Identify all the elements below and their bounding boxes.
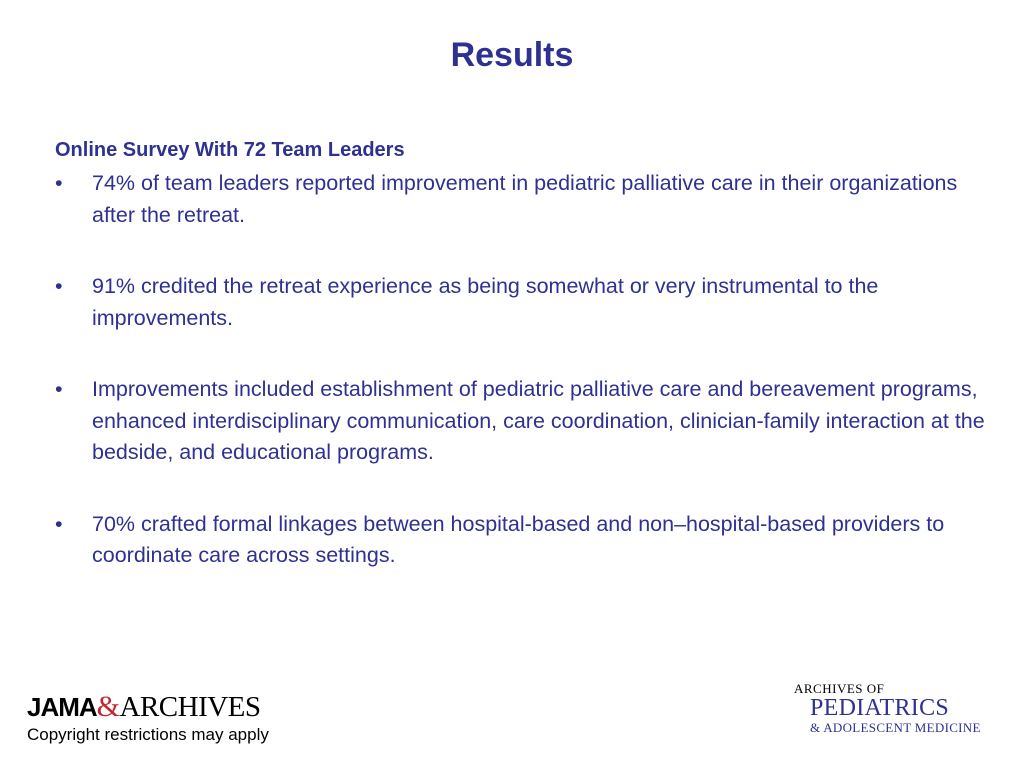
bullet-list bbox=[55, 168, 1000, 572]
bullet-item bbox=[55, 509, 1000, 572]
copyright-notice: Copyright restrictions may apply bbox=[27, 725, 269, 744]
slide-title: Results bbox=[450, 36, 574, 74]
bullet-text: 70% crafted formal linkages between hospital-based and non–hospital-based providers to coordinate care across settings. bbox=[92, 511, 945, 567]
bullet-item bbox=[55, 168, 1000, 231]
slide-content bbox=[55, 136, 1000, 612]
section-subheading: Online Survey With 72 Team Leaders bbox=[55, 139, 405, 161]
journal-logo-line2: PEDIATRICS bbox=[810, 695, 950, 721]
bullet-icon: • bbox=[55, 377, 63, 401]
bullet-icon: • bbox=[55, 274, 63, 298]
jama-archives-logo bbox=[27, 690, 261, 724]
journal-logo-line3: & ADOLESCENT MEDICINE bbox=[810, 720, 981, 735]
bullet-item bbox=[55, 374, 1000, 469]
journal-logo-line1: ARCHIVES OF bbox=[794, 681, 885, 696]
bullet-item bbox=[55, 271, 1000, 334]
jama-logo-ampersand: & bbox=[96, 690, 120, 723]
bullet-text: 74% of team leaders reported improvement in pediatric palliative care in their organizations after the retreat. bbox=[92, 171, 958, 227]
jama-logo-right: ARCHIVES bbox=[119, 691, 261, 723]
bullet-text: Improvements included establishment of pediatric palliative care and bereavement programs, enhanced interdisciplinary communication, care coordination, clinician-family interaction at the bedside, and educational programs. bbox=[92, 377, 985, 464]
bullet-text: 91% credited the retreat experience as being somewhat or very instrumental to the improvements. bbox=[92, 274, 879, 330]
bullet-icon: • bbox=[55, 511, 63, 536]
jama-logo-left: JAMA bbox=[27, 692, 97, 722]
journal-logo bbox=[794, 682, 981, 735]
bullet-icon: • bbox=[55, 171, 63, 195]
